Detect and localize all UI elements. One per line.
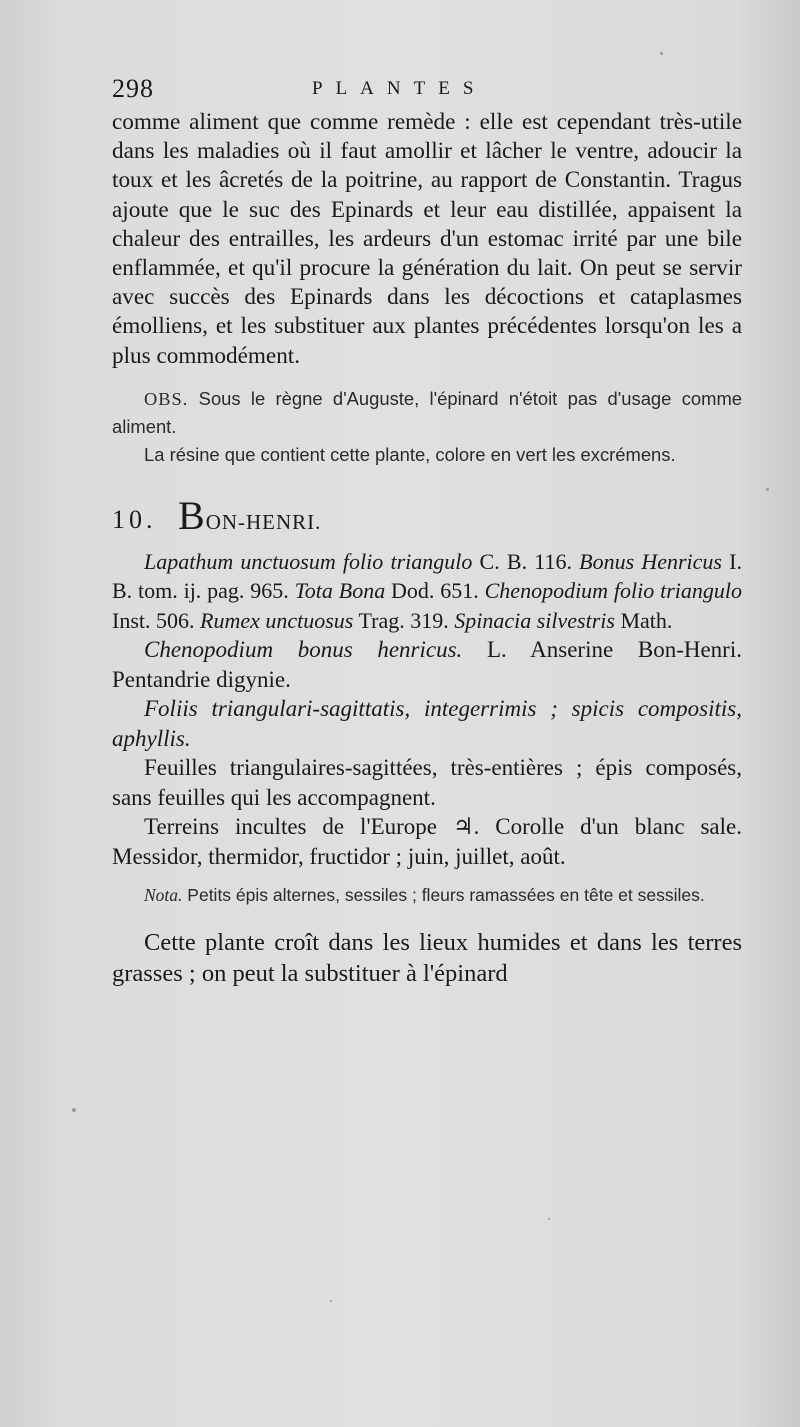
entry-name-rest: ON-HENRI. — [205, 509, 322, 534]
entry-number: 10. — [112, 504, 157, 534]
entry-name — [178, 493, 321, 545]
synonym-reference: I. B. tom. ij. pag. 965. — [112, 548, 742, 604]
latin-diagnosis — [112, 694, 742, 753]
synonym-name: Rumex unctuosus — [200, 607, 354, 633]
observation-text-1: Sous le règne d'Auguste, l'épinard n'étoit pas d'usage comme aliment. — [112, 387, 742, 437]
synonym-name: Bonus Henricus — [579, 548, 722, 574]
synonym-reference: Dod. 651. — [385, 578, 485, 604]
synonym-name: Chenopodium folio triangulo — [484, 578, 742, 604]
linnaean-details: L. Anserine Bon-Henri. Pentandrie digynie. — [112, 637, 742, 692]
linnaean-name-paragraph — [112, 635, 742, 694]
synonym-reference: C. B. 116. — [472, 548, 580, 574]
observation-lead: OBS. — [144, 388, 189, 409]
synonym-reference: Math. — [614, 607, 673, 633]
page-content — [112, 58, 742, 1014]
linnaean-name: Chenopodium bonus henricus. — [144, 637, 463, 663]
synonym-name: Spinacia silvestris — [454, 607, 615, 633]
page-number: 298 — [112, 74, 154, 103]
habitat-paragraph: Terreins incultes de l'Europe ♃. Corolle d'un blanc sale. Messidor, thermidor, fructidor ; juin, juillet, août. — [112, 814, 742, 869]
closing-paragraph: Cette plante croît dans les lieux humides et dans les terres grasses ; on peut la substituer à l'épinard — [112, 929, 742, 988]
synonym-name: Lapathum unctuosum folio triangulo — [144, 548, 473, 574]
synonym-reference: Inst. 506. — [112, 607, 200, 633]
observation-line-2: La résine que contient cette plante, colore en vert les excrémens. — [144, 443, 676, 465]
observation-note — [112, 385, 742, 469]
paragraph-continuation: comme aliment que comme remède : elle est cependant très-utile dans les maladies où il faut amollir et lâcher le ventre, adoucir la toux et les âcretés de la poitrine, au rapport de Constantin. Tragus ajoute que le suc des Epinards et leur eau distillée, appaisent la chaleur des entrailles, les ardeurs d'un estomac irrité par une bile enflammée, et qu'il procure la génération du lait. On peut se servir avec succès des Epinards dans les décoctions et cataplasmes émolliens, et les substituer aux plantes précédentes lorsqu'on les a plus commodément. — [112, 109, 742, 369]
nota-note — [112, 881, 742, 909]
nota-lead: Nota. — [144, 885, 183, 906]
nota-text: Petits épis alternes, sessiles ; fleurs ramassées en tête et sessiles. — [182, 885, 705, 906]
observation-line-1 — [112, 385, 742, 441]
synonym-reference: Trag. 319. — [353, 607, 455, 633]
running-title: PLANTES — [312, 78, 487, 99]
entry-heading — [112, 493, 742, 543]
entry-name-initial: B — [178, 492, 206, 538]
french-description: Feuilles triangulaires-sagittées, très-entières ; épis composés, sans feuilles qui les accompagnent. — [112, 755, 742, 810]
latin-diagnosis-text: Foliis triangulari-sagittatis, integerrimis ; spicis compositis, aphyllis. — [112, 696, 742, 751]
synonyms-paragraph — [112, 547, 742, 636]
synonym-name: Tota Bona — [294, 578, 386, 604]
running-head — [112, 58, 742, 108]
